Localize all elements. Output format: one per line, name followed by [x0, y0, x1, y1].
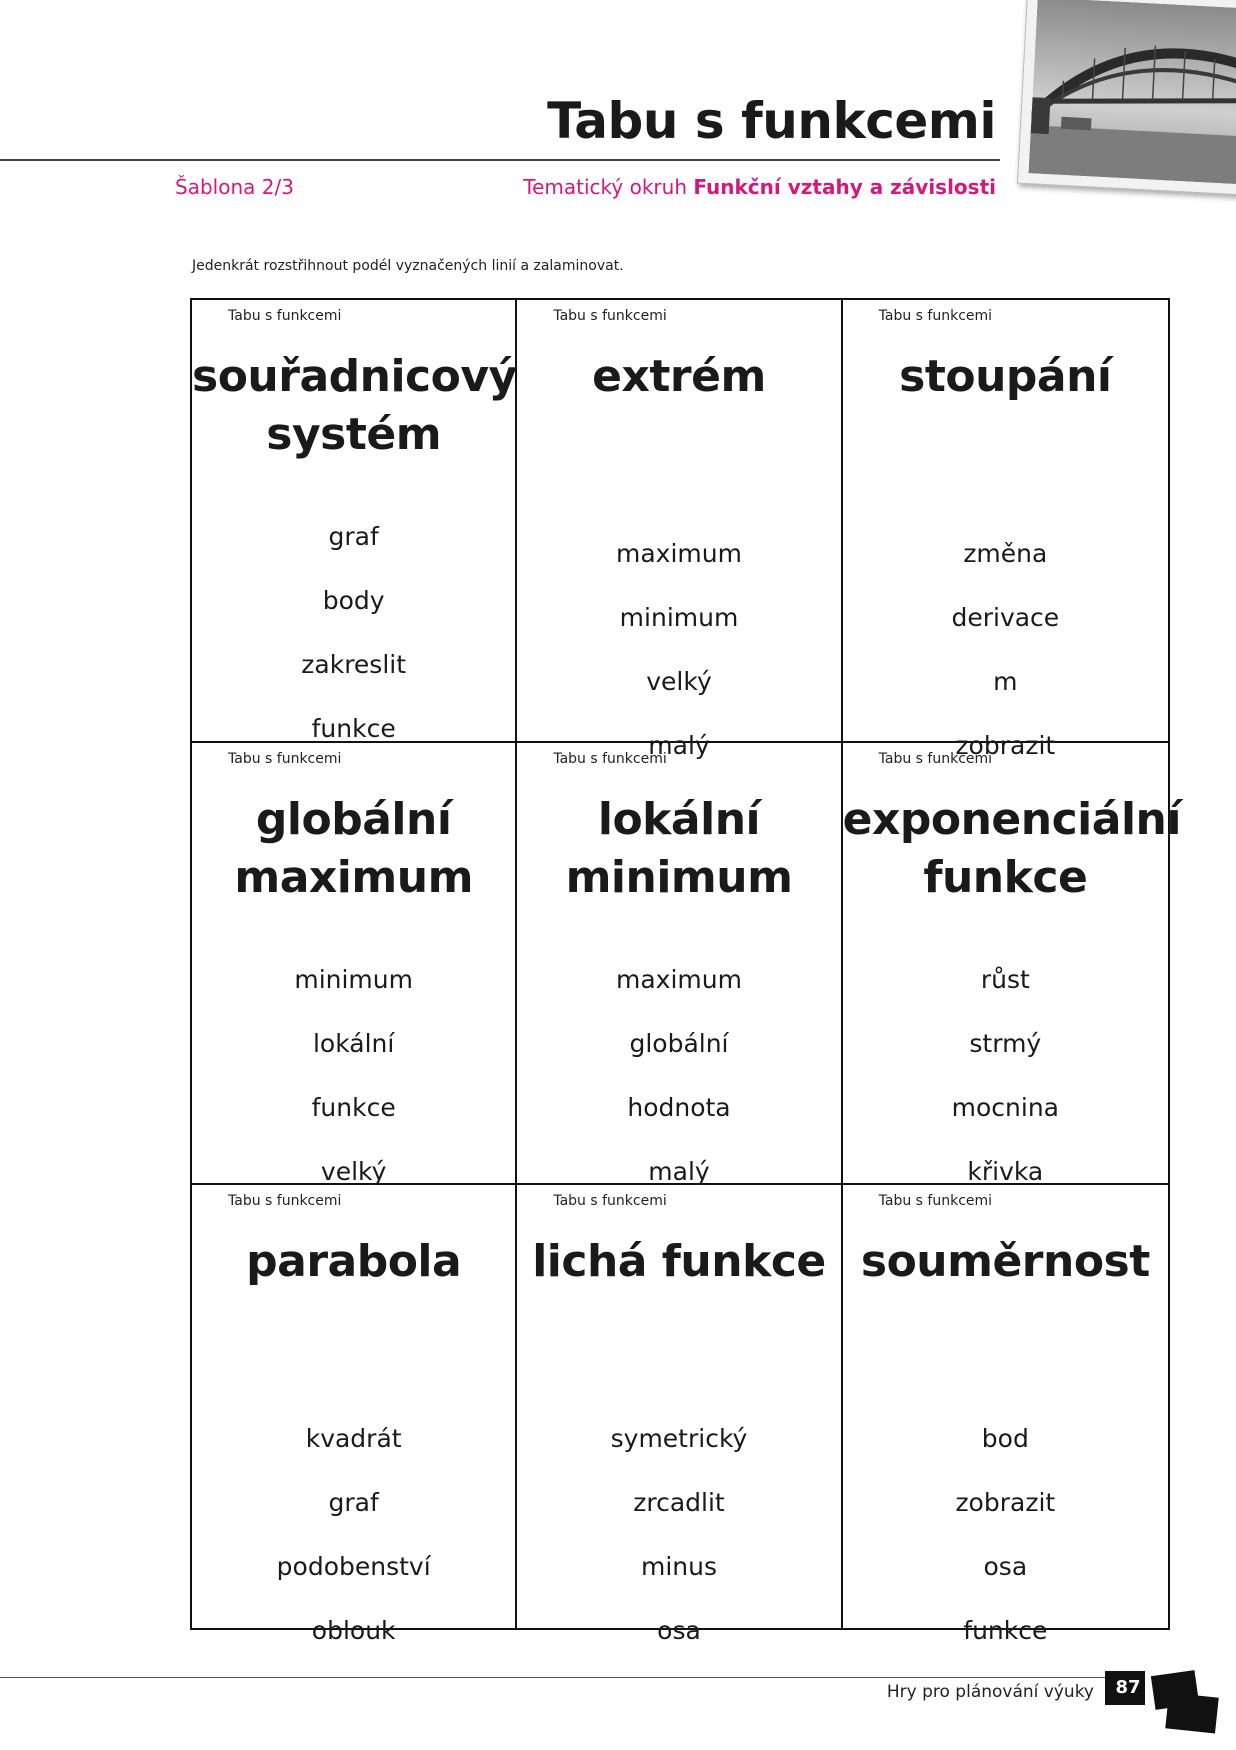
card-label: Tabu s funkcemi — [878, 308, 993, 324]
forbidden-words — [192, 948, 515, 1204]
forbidden-word: osa — [983, 1552, 1028, 1582]
forbidden-word: symetrický — [610, 1424, 748, 1454]
forbidden-word: m — [993, 667, 1018, 696]
card-term — [192, 348, 515, 464]
card-term-line: maximum — [234, 851, 473, 903]
card-term-line: souřadnicový — [192, 351, 517, 402]
forbidden-word: hodnota — [627, 1092, 731, 1122]
card-label: Tabu s funkcemi — [228, 1193, 342, 1210]
forbidden-word: maximum — [616, 964, 742, 994]
forbidden-word: zrcadlit — [633, 1488, 725, 1518]
card-term-line: lichá funkce — [532, 1236, 826, 1288]
footer-divider — [0, 1677, 1120, 1678]
card-term — [192, 791, 515, 907]
taboo-card — [192, 743, 517, 1186]
card-term-line: funkce — [923, 851, 1088, 903]
forbidden-words — [192, 1407, 515, 1663]
card-label: Tabu s funkcemi — [553, 750, 667, 767]
forbidden-word: zobrazit — [955, 1488, 1056, 1518]
forbidden-word: podobenství — [276, 1552, 431, 1582]
taboo-card — [192, 1185, 517, 1646]
template-label: Šablona 2/3 — [175, 175, 294, 199]
bridge-photo — [1017, 0, 1236, 196]
topic-line — [523, 175, 996, 199]
forbidden-word: graf — [328, 522, 379, 551]
forbidden-word: kvadrát — [305, 1424, 402, 1454]
forbidden-word: derivace — [951, 603, 1060, 632]
forbidden-word: osa — [657, 1616, 701, 1646]
taboo-card — [843, 300, 1168, 760]
taboo-card — [192, 300, 517, 743]
forbidden-word: body — [322, 586, 385, 615]
taboo-card — [843, 1185, 1168, 1646]
card-term — [842, 791, 1181, 907]
card-label: Tabu s funkcemi — [228, 750, 342, 767]
card-label: Tabu s funkcemi — [553, 308, 667, 324]
card-term-line: stoupání — [899, 351, 1112, 402]
taboo-card — [842, 743, 1181, 1186]
forbidden-word: minimum — [619, 603, 739, 632]
card-term — [843, 1233, 1168, 1291]
card-term — [517, 348, 840, 406]
title-divider — [0, 159, 1000, 161]
card-term — [843, 348, 1168, 406]
forbidden-word: oblouk — [311, 1616, 396, 1646]
topic-prefix: Tematický okruh — [523, 175, 687, 199]
forbidden-word: velký — [646, 667, 712, 696]
card-term-line: lokální — [597, 793, 761, 845]
taboo-card — [517, 743, 842, 1186]
forbidden-words — [517, 948, 840, 1204]
forbidden-words — [843, 948, 1168, 1204]
card-term-line: exponenciální — [842, 793, 1181, 845]
forbidden-word: lokální — [312, 1028, 395, 1058]
forbidden-word: funkce — [311, 714, 396, 743]
forbidden-word: maximum — [616, 539, 742, 568]
card-term — [517, 791, 840, 907]
forbidden-word: růst — [980, 964, 1030, 994]
card-term-line: parabola — [246, 1236, 462, 1288]
forbidden-word: zakreslit — [301, 650, 407, 679]
forbidden-word: zobrazit — [955, 731, 1056, 760]
forbidden-words — [843, 1407, 1168, 1663]
forbidden-words — [192, 505, 515, 761]
forbidden-word: bod — [981, 1424, 1029, 1454]
forbidden-words — [843, 522, 1168, 778]
topic-name: Funkční vztahy a závislosti — [693, 175, 996, 199]
forbidden-word: malý — [648, 1156, 710, 1186]
taboo-card — [517, 300, 842, 760]
card-term-line: minimum — [565, 851, 793, 903]
card-term — [517, 1233, 840, 1291]
page-number: 87 — [1115, 1677, 1141, 1698]
forbidden-word: graf — [328, 1488, 379, 1518]
page-title: Tabu s funkcemi — [547, 92, 996, 150]
card-term-line: souměrnost — [860, 1236, 1150, 1288]
card-grid — [190, 298, 1181, 1646]
forbidden-word: funkce — [311, 1092, 396, 1122]
forbidden-word: změna — [963, 539, 1048, 568]
forbidden-word: funkce — [963, 1616, 1048, 1646]
forbidden-word: mocnina — [951, 1092, 1059, 1122]
card-term-line: globální — [255, 793, 452, 845]
forbidden-word: minimum — [294, 964, 413, 994]
forbidden-word: strmý — [969, 1028, 1042, 1058]
forbidden-word: minus — [640, 1552, 717, 1582]
card-term-line: systém — [266, 409, 442, 460]
card-term-line: extrém — [592, 351, 766, 402]
card-term — [192, 1233, 515, 1291]
forbidden-words — [517, 522, 840, 778]
bridge-image — [1029, 0, 1236, 185]
forbidden-word: globální — [629, 1028, 729, 1058]
forbidden-word: malý — [648, 731, 710, 760]
card-label: Tabu s funkcemi — [878, 750, 993, 767]
forbidden-words — [517, 1407, 840, 1663]
card-label: Tabu s funkcemi — [878, 1193, 993, 1210]
book-title: Hry pro plánování výuky — [886, 1682, 1094, 1702]
instructions-text: Jedenkrát rozstřihnout podél vyznačených linií a zalaminovat. — [192, 258, 624, 274]
card-label: Tabu s funkcemi — [553, 1193, 667, 1210]
forbidden-word: křivka — [967, 1156, 1044, 1186]
card-label: Tabu s funkcemi — [228, 308, 342, 324]
taboo-card — [517, 1185, 842, 1646]
forbidden-word: velký — [320, 1156, 387, 1186]
